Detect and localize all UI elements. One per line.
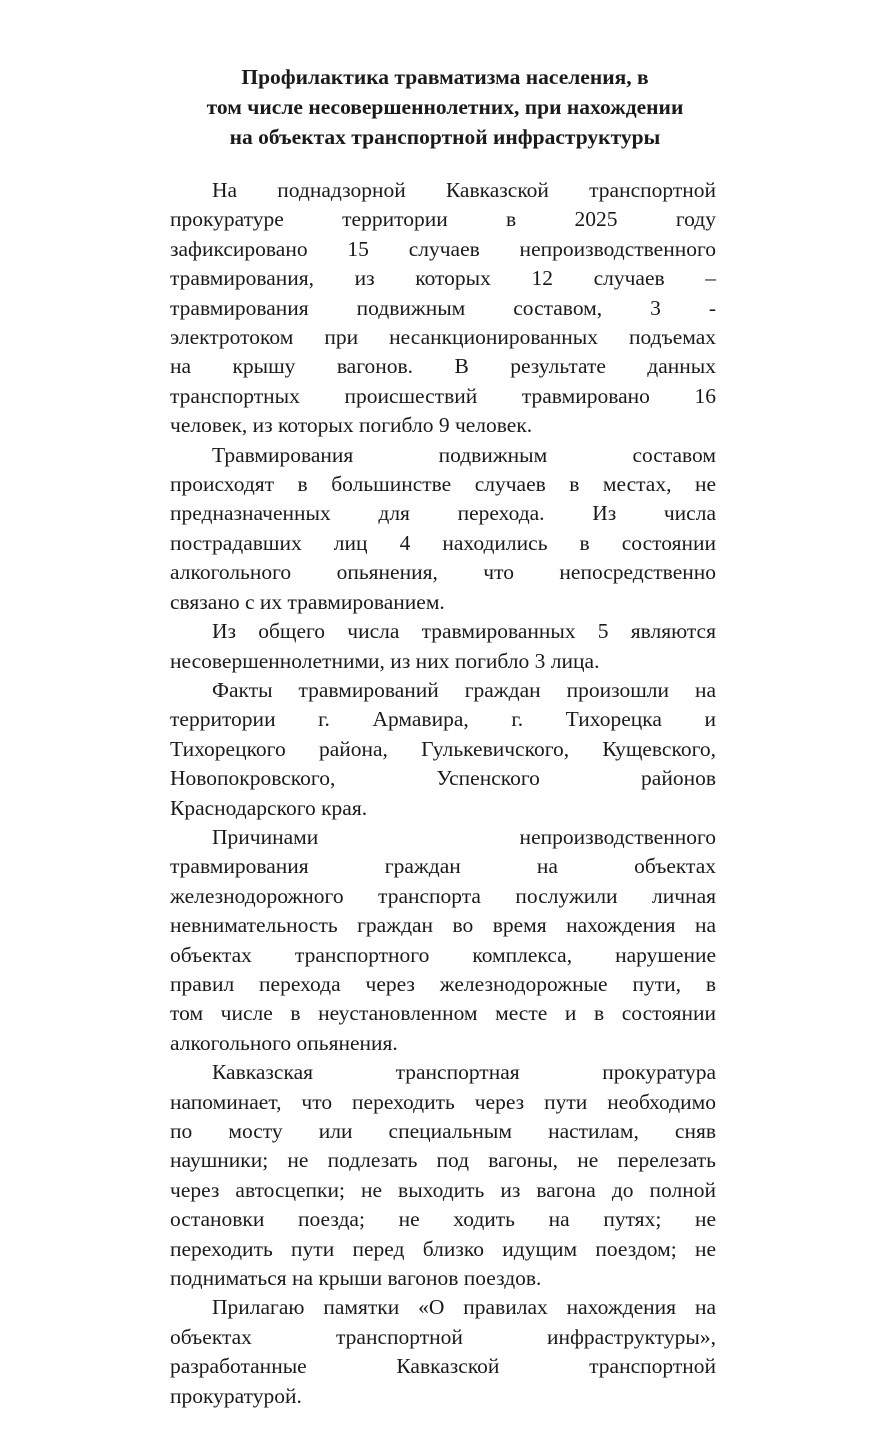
- document-page: [170, 62, 716, 1411]
- paragraph-line: правил перехода через железнодорожные пути, в: [170, 971, 716, 996]
- paragraph-line: травмирования граждан на объектах: [170, 854, 716, 879]
- document-body: [170, 176, 716, 1411]
- paragraph-line: железнодорожного транспорта послужили личная: [170, 883, 716, 908]
- paragraph-line: На поднадзорной Кавказской транспортной: [212, 178, 716, 202]
- paragraph-line: Прилагаю памятки «О правилах нахождения на: [212, 1295, 716, 1320]
- title-line: Профилактика травматизма населения, в: [241, 65, 649, 89]
- paragraph: [170, 823, 716, 1058]
- paragraph-line: объектах транспортного комплекса, нарушение: [170, 942, 716, 967]
- paragraph: [170, 676, 716, 823]
- paragraph-line: Новопокровского, Успенского районов: [170, 766, 716, 791]
- paragraph-line: Краснодарского края.: [170, 795, 368, 820]
- paragraph: [170, 617, 716, 676]
- paragraph-line: человек, из которых погибло 9 человек.: [170, 413, 533, 438]
- paragraph-line: объектах транспортной инфраструктуры»,: [170, 1324, 716, 1349]
- paragraph: [170, 176, 716, 441]
- paragraph-line: невнимательность граждан во время нахождения на: [170, 913, 716, 938]
- paragraph-line: несовершеннолетними, из них погибло 3 лица.: [170, 648, 600, 673]
- paragraph-line: зафиксировано 15 случаев непроизводственного: [170, 236, 716, 261]
- paragraph-line: Факты травмирований граждан произошли на: [212, 677, 716, 702]
- paragraph-line: Кавказская транспортная прокуратура: [212, 1060, 716, 1085]
- paragraph-line: напоминает, что переходить через пути необходимо: [170, 1089, 716, 1114]
- paragraph-line: транспортных происшествий травмировано 16: [170, 383, 716, 408]
- paragraph: [170, 1058, 716, 1293]
- paragraph-line: травмирования, из которых 12 случаев –: [170, 266, 716, 291]
- paragraph-line: связано с их травмированием.: [170, 589, 445, 614]
- paragraph: [170, 1293, 716, 1411]
- title-line: том числе несовершеннолетних, при нахождении: [206, 95, 684, 119]
- paragraph-line: Причинами непроизводственного: [212, 824, 716, 849]
- paragraph-line: пострадавших лиц 4 находились в состоянии: [170, 530, 716, 555]
- paragraph: [170, 441, 716, 617]
- paragraph-line: предназначенных для перехода. Из числа: [170, 501, 716, 526]
- paragraph-line: электротоком при несанкционированных подъемах: [170, 325, 716, 350]
- title-line: на объектах транспортной инфраструктуры: [229, 125, 661, 149]
- paragraph-line: происходят в большинстве случаев в местах, не: [170, 472, 716, 497]
- paragraph-line: наушники; не подлезать под вагоны, не перелезать: [170, 1148, 716, 1173]
- paragraph-line: территории г. Армавира, г. Тихорецка и: [170, 707, 716, 732]
- paragraph-line: через автосцепки; не выходить из вагона до полной: [170, 1177, 716, 1202]
- paragraph-line: подниматься на крыши вагонов поездов.: [170, 1266, 542, 1291]
- paragraph-line: разработанные Кавказской транспортной: [170, 1354, 716, 1379]
- paragraph-line: алкогольного опьянения, что непосредственно: [170, 560, 716, 585]
- paragraph-line: остановки поезда; не ходить на путях; не: [170, 1207, 716, 1232]
- document-title: [170, 62, 716, 152]
- paragraph-line: на крышу вагонов. В результате данных: [170, 354, 716, 379]
- paragraph-line: прокуратуре территории в 2025 году: [170, 207, 716, 232]
- paragraph-line: Травмирования подвижным составом: [212, 442, 716, 467]
- paragraph-line: Тихорецкого района, Гулькевичского, Кущевского,: [170, 736, 716, 761]
- paragraph-line: прокуратурой.: [170, 1383, 302, 1408]
- paragraph-line: переходить пути перед близко идущим поездом; не: [170, 1236, 716, 1261]
- paragraph-line: алкогольного опьянения.: [170, 1030, 398, 1055]
- paragraph-line: том числе в неустановленном месте и в состоянии: [170, 1001, 716, 1026]
- paragraph-line: по мосту или специальным настилам, сняв: [170, 1119, 716, 1143]
- paragraph-line: травмирования подвижным составом, 3 -: [170, 295, 716, 320]
- paragraph-line: Из общего числа травмированных 5 являются: [212, 619, 716, 644]
